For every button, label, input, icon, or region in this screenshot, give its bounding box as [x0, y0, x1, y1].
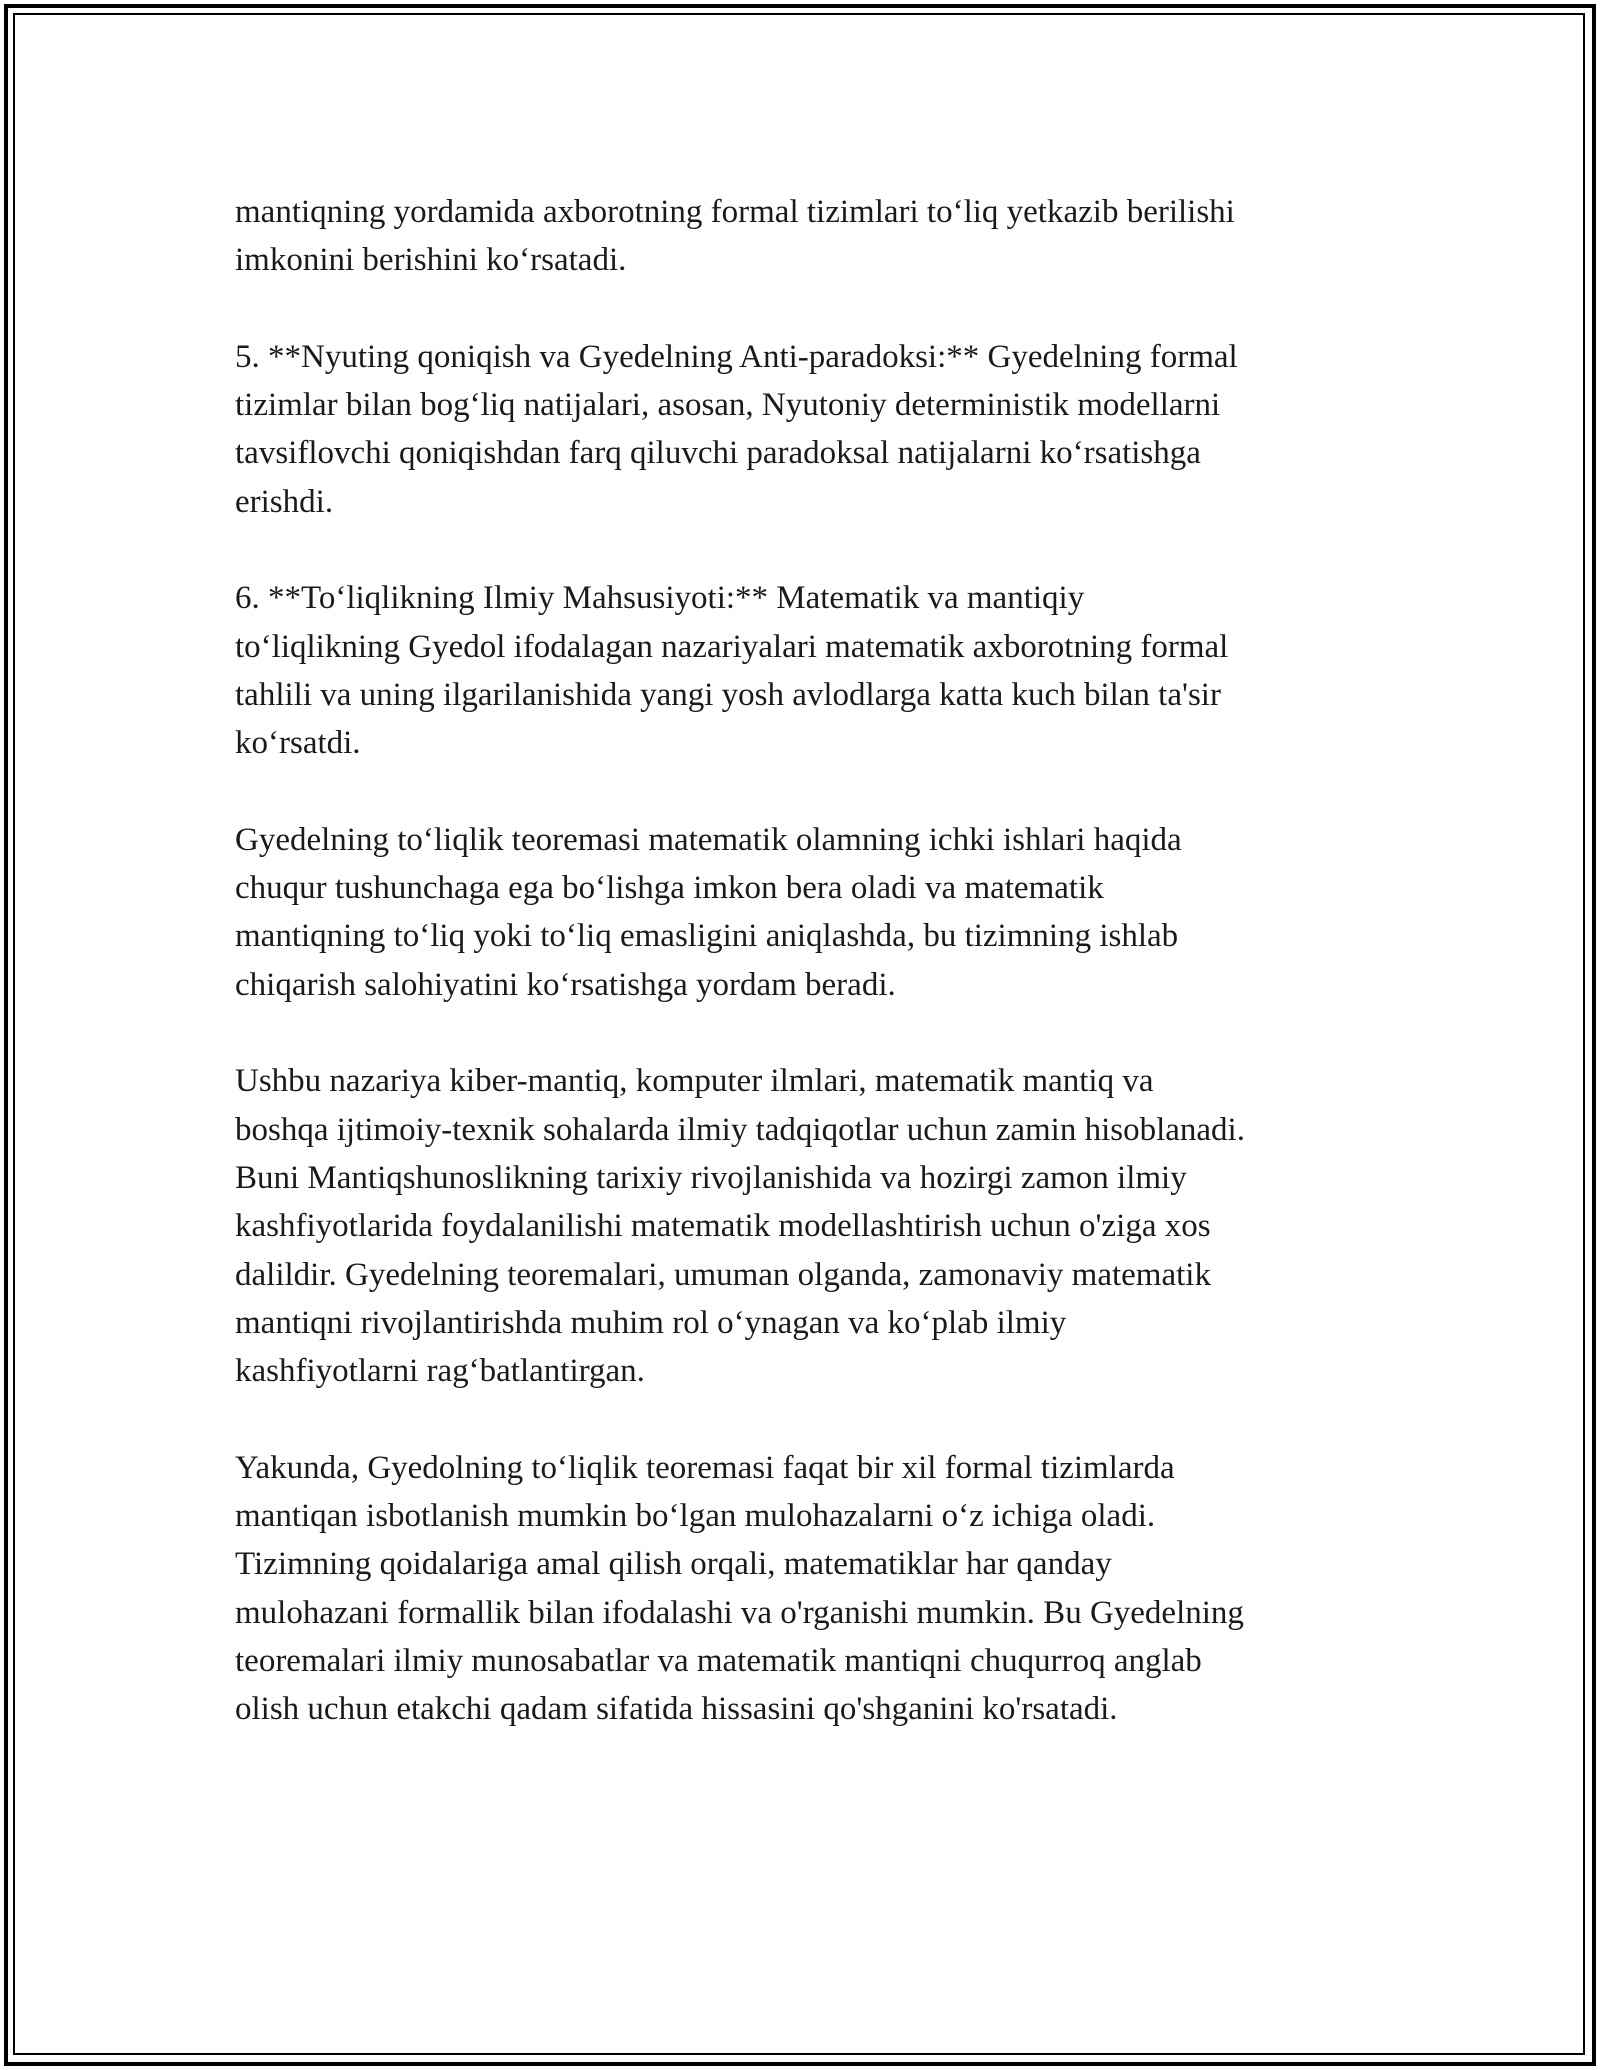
paragraph-conclusion: Yakunda, Gyedolning to‘liqlik teoremasi faqat bir xil formal tizimlarda mantiqan isbotlanish mumkin bo‘lgan mulohazalarni o‘z ichiga oladi. Tizimning qoidalariga amal qilish orqali, matematiklar har qanday mulohazani formallik bilan ifodalashi va o'rganishi mumkin. Bu Gyedelning teoremalari ilmiy munosabatlar va matematik mantiqni chuqurroq anglab olish uchun etakchi qadam sifatida hissasini qo'shganini ko'rsatadi. [235, 1449, 1244, 1728]
list-item-6: 6. **To‘liqlikning Ilmiy Mahsusiyoti:** Matematik va mantiqiy to‘liqlikning Gyedol ifodalagan nazariyalari matematik axborotning formal tahlili va uning ilgarilanishida yangi yosh avlodlarga katta kuch bilan ta'sir ko‘rsatdi. [235, 580, 1229, 762]
paragraph-completeness-theorem: Gyedelning to‘liqlik teoremasi matematik olamning ichki ishlari haqida chuqur tushunchaga ega bo‘lishga imkon bera oladi va matematik mantiqning to‘liq yoki to‘liq emasligini aniqlashda, bu tizimning ishlab chiqarish salohiyatini ko‘rsatishga yordam beradi. [235, 821, 1182, 1003]
paragraph-theory-applications: Ushbu nazariya kiber-mantiq, komputer ilmlari, matematik mantiq va boshqa ijtimoiy-texnik sohalarda ilmiy tadqiqotlar uchun zamin hisoblanadi. Buni Mantiqshunoslikning tarixiy rivojlanishida va hozirgi zamon ilmiy kashfiyotlarida foydalanilishi matematik modellashtirish uchun o'ziga xos dalildir. Gyedelning teoremalari, umuman olganda, zamonaviy matematik mantiqni rivojlantirishda muhim rol o‘ynagan va ko‘plab ilmiy kashfiyotlarni rag‘batlantirgan. [235, 1063, 1245, 1390]
paragraph-continuation: mantiqning yordamida axborotning formal tizimlari to‘liq yetkazib berilishi imkonini berishini ko‘rsatadi. [235, 194, 1235, 279]
list-item-5: 5. **Nyuting qoniqish va Gyedelning Anti-paradoksi:** Gyedelning formal tizimlar bilan bog‘liq natijalari, asosan, Nyutoniy deterministik modellarni tavsiflovchi qoniqishdan farq qiluvchi paradoksal natijalarni ko‘rsatishga erishdi. [235, 338, 1238, 520]
document-body [235, 188, 1370, 1734]
